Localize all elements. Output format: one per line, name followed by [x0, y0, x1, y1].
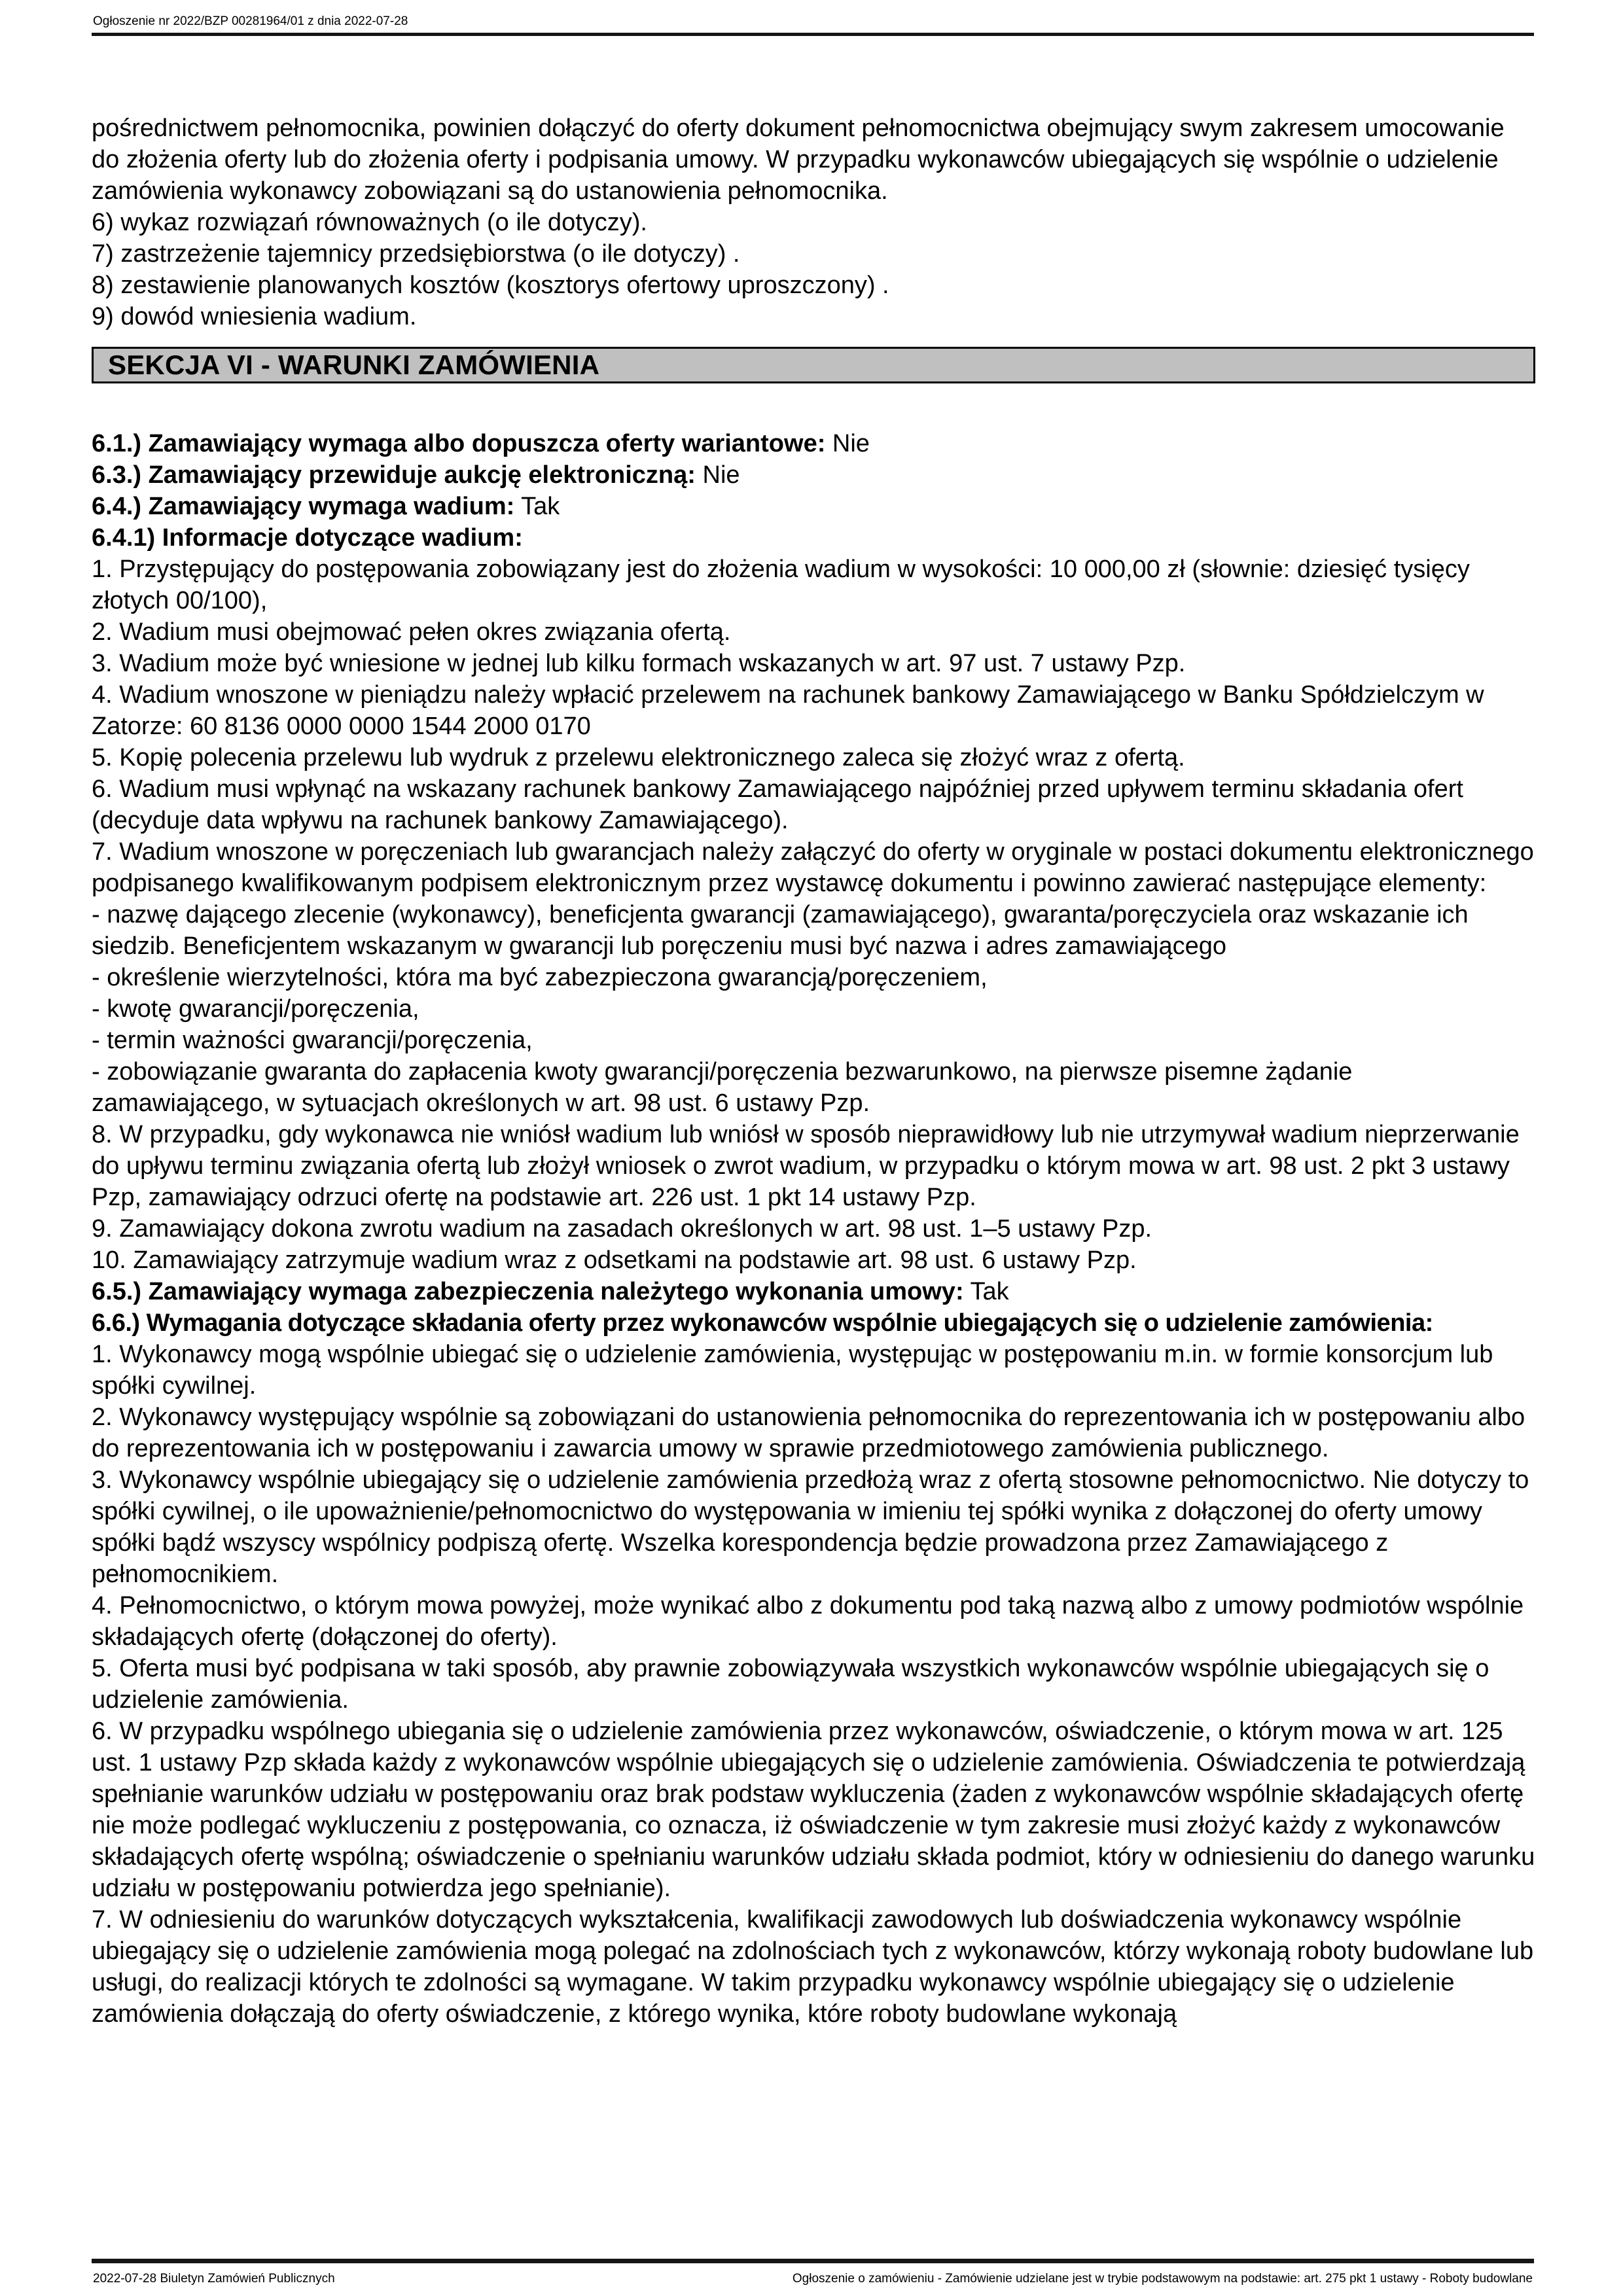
wadium-line: 2. Wadium musi obejmować pełen okres związania ofertą.	[92, 618, 731, 646]
wadium-line: - nazwę dającego zlecenie (wykonawcy), beneficjenta gwarancji (zamawiającego), gwaranta/poręczyciela oraz wskazanie ich siedzib. Beneficjentem wskazanym w gwarancji lub poręczeniu musi być nazwa i adres zamawiającego	[92, 901, 1469, 960]
wadium-heading: 6.4.1) Informacje dotyczące wadium:	[92, 524, 523, 552]
wadium-line: 10. Zamawiający zatrzymuje wadium wraz z odsetkami na podstawie art. 98 ust. 6 ustawy Pzp.	[92, 1246, 1137, 1274]
wadium-line: 3. Wadium może być wniesione w jednej lub kilku formach wskazanych w art. 97 ust. 7 ustawy Pzp.	[92, 650, 1186, 677]
wadium-line: 5. Kopię polecenia przelewu lub wydruk z przelewu elektronicznego zaleca się złożyć wraz z ofertą.	[92, 744, 1185, 771]
wadium-line: - określenie wierzytelności, która ma być zabezpieczona gwarancją/poręczeniem,	[92, 964, 988, 991]
wadium-line: 7. Wadium wnoszone w poręczeniach lub gwarancjach należy załączyć do oferty w oryginale w postaci dokumentu elektronicznego podpisanego kwalifikowanym podpisem elektronicznym przez wystawcę dokumentu i powinno zawierać następujące elementy:	[92, 838, 1534, 897]
joint-offers-line: 2. Wykonawcy występujący wspólnie są zobowiązani do ustanowienia pełnomocnika do reprezentowania ich w postępowaniu albo do reprezentowania ich w postępowaniu i zawarcia umowy w sprawie przedmiotowego zamówienia publicznego.	[92, 1404, 1525, 1462]
document-body	[92, 113, 1535, 2030]
intro-list-item: 6) wykaz rozwiązań równoważnych (o ile dotyczy).	[92, 209, 647, 236]
intro-paragraph: pośrednictwem pełnomocnika, powinien dołączyć do oferty dokument pełnomocnictwa obejmujący swym zakresem umocowanie do złożenia oferty lub do złożenia oferty i podpisania umowy. W przypadku wykonawców ubiegających się wspólnie o udzielenie zamówienia wykonawcy zobowiązani są do ustanowienia pełnomocnika.	[92, 115, 1505, 205]
wadium-line: 9. Zamawiający dokona zwrotu wadium na zasadach określonych w art. 98 ust. 1–5 ustawy Pzp.	[92, 1215, 1152, 1243]
joint-offers-heading: 6.6.) Wymagania dotyczące składania oferty przez wykonawców wspólnie ubiegających się o udzielenie zamówienia:	[92, 1309, 1433, 1337]
wadium-line: - termin ważności gwarancji/poręczenia,	[92, 1027, 533, 1054]
joint-offers-line: 3. Wykonawcy wspólnie ubiegający się o udzielenie zamówienia przedłożą wraz z ofertą stosowne pełnomocnictwo. Nie dotyczy to spółki cywilnej, o ile upoważnienie/pełnomocnictwo do występowania w imieniu tej spółki wynika z dołączonej do oferty umowy spółki bądź wszyscy wspólnicy podpiszą ofertę. Wszelka korespondencja będzie prowadzona przez Zamawiającego z pełnomocnikiem.	[92, 1466, 1529, 1588]
field-value: Tak	[521, 493, 560, 520]
joint-offers-line: 6. W przypadku wspólnego ubiegania się o udzielenie zamówienia przez wykonawców, oświadczenie, o którym mowa w art. 125 ust. 1 ustawy Pzp składa każdy z wykonawców wspólnie ubiegających się o udzielenie zamówienia. Oświadczenia te potwierdzają spełnianie warunków udziału w postępowaniu oraz brak podstaw wykluczenia (żaden z wykonawców wspólnie składających ofertę nie może podlegać wykluczeniu z postępowania, co oznacza, iż oświadczenie w tym zakresie musi złożyć każdy z wykonawców składających ofertę wspólną; oświadczenie o spełnianiu warunków udziału składa podmiot, który w odniesieniu do danego warunku udziału w postępowaniu potwierdza jego spełnianie).	[92, 1718, 1535, 1902]
intro-list-item: 7) zastrzeżenie tajemnicy przedsiębiorstwa (o ile dotyczy) .	[92, 240, 740, 268]
header-rule	[92, 33, 1534, 36]
joint-offers-line: 1. Wykonawcy mogą wspólnie ubiegać się o udzielenie zamówienia, występując w postępowaniu m.in. w formie konsorcjum lub spółki cywilnej.	[92, 1341, 1493, 1400]
field-label: 6.5.) Zamawiający wymaga zabezpieczenia należytego wykonania umowy:	[92, 1278, 964, 1305]
field-label: 6.4.) Zamawiający wymaga wadium:	[92, 493, 515, 520]
field-value: Tak	[970, 1278, 1009, 1305]
wadium-line: 4. Wadium wnoszone w pieniądzu należy wpłacić przelewem na rachunek bankowy Zamawiającego w Banku Spółdzielczym w Zatorze: 60 8136 0000 0000 1544 2000 0170	[92, 681, 1484, 740]
field-label: 6.1.) Zamawiający wymaga albo dopuszcza oferty wariantowe:	[92, 430, 826, 457]
section-vi-header	[92, 347, 1535, 383]
wadium-line: - zobowiązanie gwaranta do zapłacenia kwoty gwarancji/poręczenia bezwarunkowo, na pierwsze pisemne żądanie zamawiającego, w sytuacjach określonych w art. 98 ust. 6 ustawy Pzp.	[92, 1058, 1353, 1117]
joint-offers-line: 4. Pełnomocnictwo, o którym mowa powyżej, może wynikać albo z dokumentu pod taką nazwą albo z umowy podmiotów wspólnie składających ofertę (dołączonej do oferty).	[92, 1592, 1524, 1651]
field-label: 6.3.) Zamawiający przewiduje aukcję elektroniczną:	[92, 461, 696, 489]
field-value: Nie	[832, 430, 870, 457]
intro-list-item: 8) zestawienie planowanych kosztów (kosztorys ofertowy uproszczony) .	[92, 272, 889, 299]
wadium-line: 6. Wadium musi wpłynąć na wskazany rachunek bankowy Zamawiającego najpóźniej przed upływem terminu składania ofert (decyduje data wpływu na rachunek bankowy Zamawiającego).	[92, 775, 1463, 834]
wadium-line: - kwotę gwarancji/poręczenia,	[92, 995, 419, 1023]
field-value: Nie	[702, 461, 740, 489]
field-wadium-required	[92, 491, 1535, 522]
section-vi-title: SEKCJA VI - WARUNKI ZAMÓWIENIA	[108, 349, 600, 380]
footer-bulletin-label: 2022-07-28 Biuletyn Zamówień Publicznych	[93, 2272, 335, 2286]
footer-procedure-label: Ogłoszenie o zamówieniu - Zamówienie udzielane jest w trybie podstawowym na podstawie: art. 275 pkt 1 ustawy - Roboty budowlane	[792, 2272, 1533, 2286]
field-performance-bond	[92, 1276, 1535, 1307]
wadium-line: 1. Przystępujący do postępowania zobowiązany jest do złożenia wadium w wysokości: 10 000,00 zł (słownie: dziesięć tysięcy złotych 00/100),	[92, 556, 1470, 614]
field-variant-offers	[92, 428, 1535, 459]
joint-offers-line: 7. W odniesieniu do warunków dotyczących wykształcenia, kwalifikacji zawodowych lub doświadczenia wykonawcy wspólnie ubiegający się o udzielenie zamówienia mogą polegać na zdolnościach tych z wykonawców, którzy wykonają roboty budowlane lub usługi, do realizacji których te zdolności są wymagane. W takim przypadku wykonawcy wspólnie ubiegający się o udzielenie zamówienia dołączają do oferty oświadczenie, z którego wynika, które roboty budowlane wykonają	[92, 1906, 1534, 2028]
joint-offers-line: 5. Oferta musi być podpisana w taki sposób, aby prawnie zobowiązywała wszystkich wykonawców wspólnie ubiegających się o udzielenie zamówienia.	[92, 1655, 1489, 1714]
header-announcement-number: Ogłoszenie nr 2022/BZP 00281964/01 z dnia 2022-07-28	[93, 14, 408, 28]
field-electronic-auction	[92, 459, 1535, 491]
intro-list-item: 9) dowód wniesienia wadium.	[92, 303, 417, 330]
footer-rule	[92, 2259, 1534, 2263]
wadium-line: 8. W przypadku, gdy wykonawca nie wniósł wadium lub wniósł w sposób nieprawidłowy lub nie utrzymywał wadium nieprzerwanie do upływu terminu związania ofertą lub złożył wniosek o zwrot wadium, w przypadku o którym mowa w art. 98 ust. 2 pkt 3 ustawy Pzp, zamawiający odrzuci ofertę na podstawie art. 226 ust. 1 pkt 14 ustawy Pzp.	[92, 1121, 1520, 1211]
